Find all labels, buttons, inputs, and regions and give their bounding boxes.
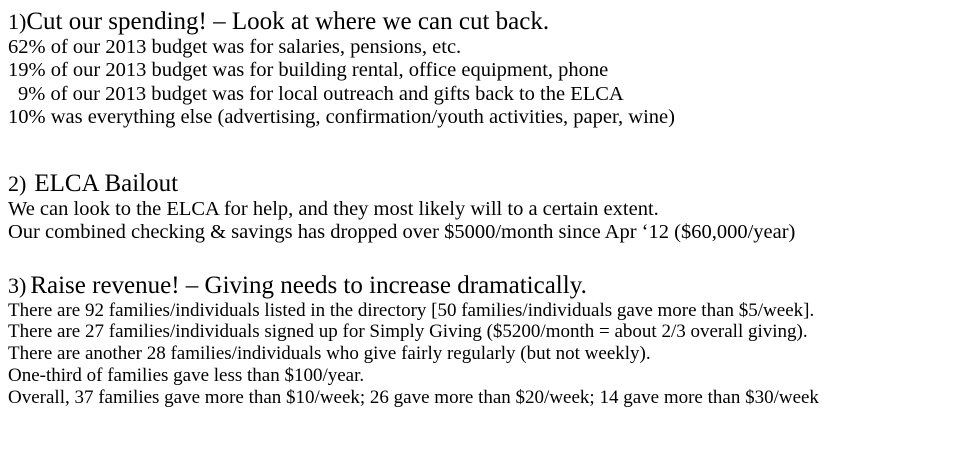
section-heading <box>8 170 956 198</box>
section-title: Cut our spending! – Look at where we can cut back. <box>26 8 550 35</box>
text-line: We can look to the ELCA for help, and they most likely will to a certain extent. <box>8 197 659 220</box>
section-number: 3) <box>8 273 27 298</box>
section-heading <box>8 272 956 300</box>
section-elca-bailout <box>8 170 956 245</box>
section-number: 1) <box>8 9 27 34</box>
text-line: One-third of families gave less than $100/year. <box>8 365 365 387</box>
section-heading <box>8 8 956 36</box>
section-number: 2) <box>8 171 27 196</box>
section-cut-spending <box>8 8 956 130</box>
budget-line-building: 19% of our 2013 budget was for building rental, office equipment, phone <box>8 59 609 82</box>
text-line: Overall, 37 families gave more than $10/week; 26 gave more than $20/week; 14 gave more than $30/week <box>8 386 819 408</box>
budget-line-other: 10% was everything else (advertising, confirmation/youth activities, paper, wine) <box>8 106 675 129</box>
text-line: There are 27 families/individuals signed up for Simply Giving ($5200/month = about 2/3 overall giving). <box>8 321 808 343</box>
section-title: ELCA Bailout <box>34 170 179 197</box>
budget-line-outreach: 9% of our 2013 budget was for local outreach and gifts back to the ELCA <box>18 82 624 105</box>
budget-line-salaries: 62% of our 2013 budget was for salaries, pensions, etc. <box>8 35 462 58</box>
text-line: There are another 28 families/individuals who give fairly regularly (but not weekly). <box>8 343 651 365</box>
text-line: Our combined checking & savings has dropped over $5000/month since Apr ‘12 ($60,000/year) <box>8 221 796 244</box>
text-line: There are 92 families/individuals listed in the directory [50 families/individuals gave more than $5/week]. <box>8 299 815 321</box>
section-title: Raise revenue! – Giving needs to increase dramatically. <box>30 272 587 299</box>
section-raise-revenue <box>8 272 956 409</box>
